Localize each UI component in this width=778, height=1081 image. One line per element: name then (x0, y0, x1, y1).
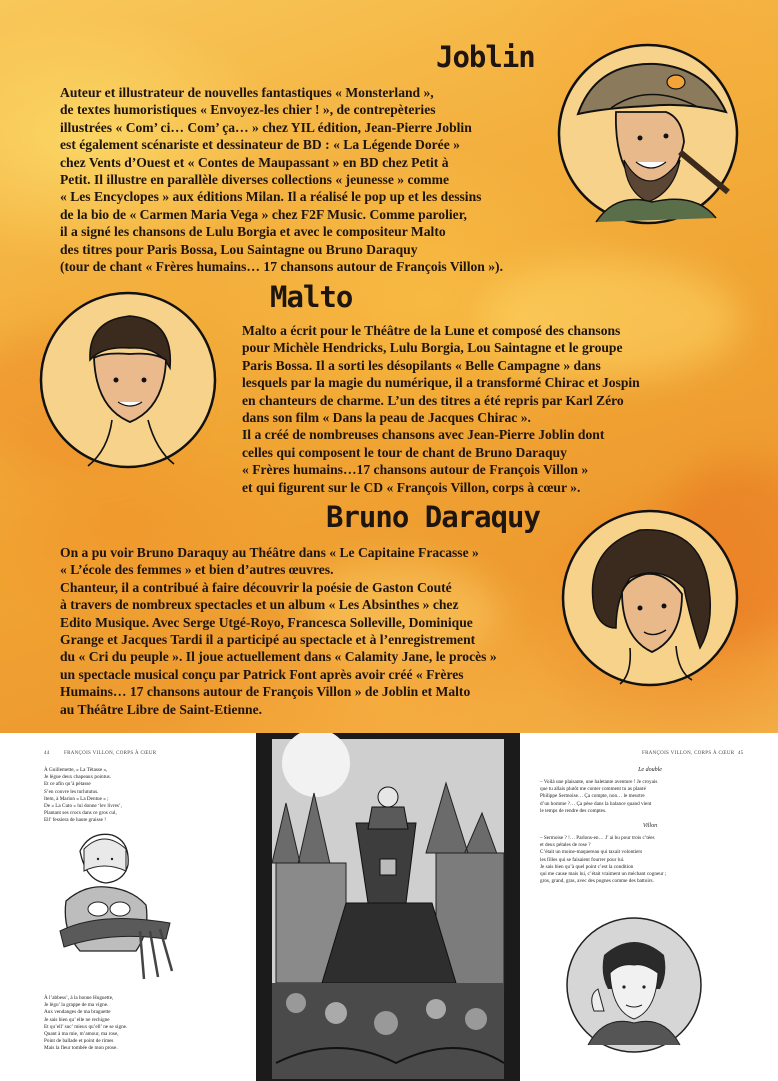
verse-line: Item, à Marion « La Dentue » ; (44, 795, 109, 802)
verse-line: Mais la fleur tombée de mon prose. (44, 1045, 118, 1052)
verse-block (44, 995, 127, 1053)
dialogue-line: gros, grand, gras, avec des pognes comme des battoirs. (540, 878, 654, 885)
bio-line: dans son film « Dans la peau de Jacques Chirac ». (242, 410, 531, 426)
dialogue-line: que tu allais plutôt me conter comment tu as planté (540, 786, 646, 793)
dialogue-paragraph (540, 779, 657, 815)
bio-line: au Théâtre Libre de Saint-Etienne. (60, 701, 263, 717)
joblin-portrait (556, 42, 740, 226)
right-page (520, 733, 778, 1081)
verse-line: Je sais bien qu’ elle ne rechigne (44, 1016, 110, 1023)
bio-line: en chanteurs de charme. L’un des titres a été repris par Karl Zéro (242, 392, 624, 408)
crowd-scene-illustration (256, 733, 520, 1081)
dialogue-line: Philippe Sermoise… Ça compte, non… le meurtre (540, 793, 645, 800)
speaker-name: Le double (638, 767, 662, 773)
bio-line: Il a créé de nombreuses chansons avec Jean-Pierre Joblin dont (242, 427, 605, 443)
bio-line: Edito Musique. Avec Serge Utgé-Royo, Francesca Solleville, Dominique (60, 614, 473, 630)
dialogue-line: – Voilà une plaisante, une haletante aventure ! Je croyais (540, 779, 658, 785)
bio-line: de textes humoristiques « Envoyez-les chier ! », de contrepèteries (60, 102, 436, 118)
bio-line: Malto a écrit pour le Théâtre de la Lune et composé des chansons (242, 323, 621, 338)
joblin-heading: Joblin (436, 40, 535, 74)
bio-line: Paris Bossa. Il a sorti les désopilants « Belle Campagne » dans (242, 357, 601, 373)
bio-line: illustrées « Com’ ci… Com’ ça… » chez YIL édition, Jean-Pierre Joblin (60, 119, 472, 135)
bio-line: Humains… 17 chansons autour de François Villon » de Joblin et Malto (60, 684, 471, 700)
bio-line: celles qui composent le tour de chant de Bruno Daraquy (242, 444, 567, 460)
dialogue-line: – Sermoise ? !… Parlons-en… J’ ai bu pour trois c’tées (540, 835, 655, 841)
verse-block (44, 767, 122, 825)
verse-line: Je lègue deux chapeaux pointus. (44, 774, 111, 781)
bio-line: des titres pour Paris Bossa, Lou Saintagne ou Bruno Daraquy (60, 241, 418, 257)
daraquy-bio (60, 544, 497, 718)
dialogue-line: le temps de rendre des comptes. (540, 807, 607, 814)
bio-line: « Les Encyclopes » aux éditions Milan. Il a réalisé le pop up et les dessins (60, 189, 482, 205)
daraquy-portrait (560, 508, 740, 688)
verse-line: Ell’ fessiera de haute graisse ! (44, 817, 106, 824)
malto-heading: Malto (270, 280, 353, 314)
bio-line: à travers de nombreux spectacles et un album « Les Absinthes » chez (60, 597, 459, 613)
bio-line: est également scénariste et dessinateur de BD : « La Légende Dorée » (60, 137, 460, 153)
verse-line: Et qu’ell’ suc’ mieux qu’ell’ ne se signe. (44, 1023, 128, 1030)
dialogue-line: d’un homme ?… Ça pèse dans la balance quand vient (540, 800, 652, 807)
bio-line: « Frères humains…17 chansons autour de François Villon » (242, 462, 589, 478)
dialogue-line: qui me cause mais lui, c’était vraiment un méchant cogneur ; (540, 871, 667, 878)
dialogue-line: C’était un moine-maquereau qui taxait volontiers (540, 849, 643, 856)
bio-line: de la bio de « Carmen Maria Vega » chez F2F Music. Comme parolier, (60, 206, 467, 222)
bio-line: chez Vents d’Ouest et « Contes de Maupassant » en BD chez Petit à (60, 154, 449, 170)
verse-line: Plantant ses crocs dans ce gros cul, (44, 810, 117, 817)
running-header: FRANÇOIS VILLON, CORPS À CŒUR (642, 751, 735, 756)
daraquy-heading: Bruno Daraquy (326, 500, 540, 534)
verse-line: S’en couvre les turlututus. (44, 788, 99, 795)
speaker-name: Villon (642, 823, 658, 829)
left-page (0, 733, 256, 1081)
bio-line: un spectacle musical conçu par Patrick Font après avoir créé « Frères (60, 666, 464, 682)
book-spread (0, 733, 778, 1081)
verse-line: À l’abbess’, à la bonne Huguette, (44, 995, 114, 1001)
malto-portrait (38, 290, 218, 470)
bio-line: « L’école des femmes » et bien d’autres œuvres. (60, 562, 334, 578)
running-header: FRANÇOIS VILLON, CORPS À CŒUR (64, 751, 157, 756)
bio-line: On a pu voir Bruno Daraquy au Théâtre dans « Le Capitaine Fracasse » (60, 545, 479, 560)
verse-line: Point de ballade et point de rimes (44, 1038, 114, 1045)
bio-line: il a signé les chansons de Lulu Borgia et avec le compositeur Malto (60, 224, 446, 240)
dialogue-paragraph (540, 835, 666, 885)
dialogue-line: et deux pétales de rose ? (540, 842, 591, 849)
dialogue-line: les filles qui se faisaient fourrer pour lui. (540, 856, 625, 863)
verse-line: Aux vendanges de ma braguette (44, 1009, 111, 1016)
bio-line: Chanteur, il a contribué à faire découvrir la poésie de Gaston Couté (60, 579, 452, 595)
illustration-page (256, 733, 520, 1081)
malto-bio (242, 322, 640, 496)
bio-line: (tour de chant « Frères humains… 17 chansons autour de François Villon »). (60, 259, 503, 275)
bio-line: du « Cri du peuple ». Il joue actuellement dans « Calamity Jane, le procès » (60, 649, 497, 665)
dialogue-line: Je sais bien qu’à quel point c’est la condition (540, 863, 634, 870)
bio-line: Petit. Il illustre en parallèle diverses collections « jeunesse » comme (60, 172, 449, 188)
bio-line: Auteur et illustrateur de nouvelles fantastiques « Monsterland », (60, 85, 434, 100)
page-number: 45 (738, 751, 744, 756)
verse-line: Et ce afin qu’à pétasse (44, 781, 91, 788)
bio-line: lesquels par la magie du numérique, il a transformé Chirac et Jospin (242, 375, 640, 391)
woman-illustration (40, 831, 210, 981)
bio-line: pour Michèle Hendricks, Lulu Borgia, Lou Saintagne et le groupe (242, 340, 623, 356)
bio-line: Grange et Jacques Tardi il a participé au spectacle et à l’enregistrement (60, 632, 476, 648)
villon-medallion-illustration (564, 915, 704, 1055)
verse-line: Quant à ma mie, m’amour, ma rose, (44, 1031, 119, 1038)
verse-line: De « La Cuto » lui donne ‘lev livres’, (44, 803, 122, 810)
page-number: 44 (44, 751, 50, 756)
verse-line: À Guillemette, « La Têtasse », (44, 767, 108, 773)
verse-line: Je lègu’ la grappe de ma vigne. (44, 1002, 109, 1009)
joblin-bio (60, 84, 503, 275)
bio-line: et qui figurent sur le CD « François Villon, corps à cœur ». (242, 479, 581, 495)
